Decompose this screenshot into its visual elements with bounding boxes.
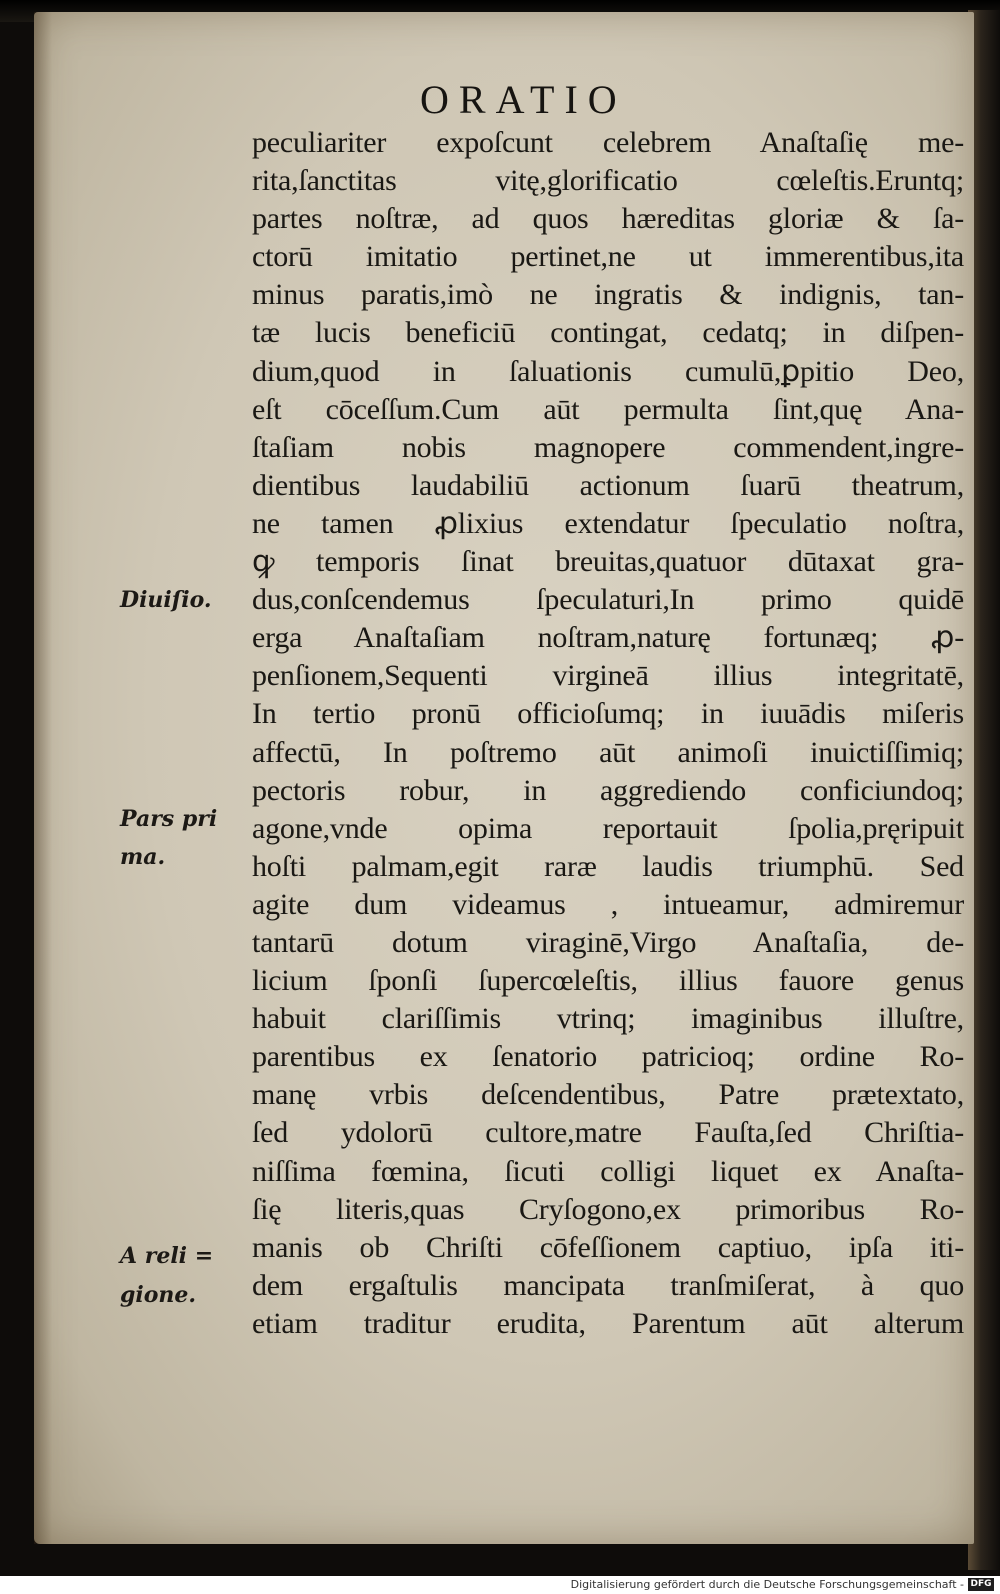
text-line: ctorū imitatio pertinet,ne ut immerentibus,ita [252,240,964,274]
text-line: In tertio pronū officioſumq; in iuuādis miſeris [252,697,964,731]
marginal-note-a-religione-cont: gione. [120,1282,197,1308]
text-line: manis ob Chriſti cōfeſſionem captiuo, ipſa iti- [252,1230,964,1264]
marginal-note-a-religione: A reli = [120,1243,214,1269]
text-line: licium ſponſi ſupercœleſtis, illius fauore genus [252,964,964,998]
digitization-footer [0,1576,1000,1594]
text-line: tæ lucis beneficiū contingat, cedatq; in diſpen- [252,316,964,350]
marginal-note-pars-prima: Pars pri [120,806,218,832]
text-line: tantarū dotum viraginē,Virgo Anaſtaſia, de- [252,925,964,959]
dfg-logo: DFG [968,1578,994,1591]
text-line: habuit clariſſimis vtrinq; imaginibus illuſtre, [252,1002,964,1036]
text-line: eſt cōceſſum.Cum aūt permulta ſint,quę Ana- [252,392,964,426]
text-line: dium,quod in ſaluationis cumulū,ꝑpitio Deo, [252,354,964,388]
text-line: dus,conſcendemus ſpeculaturi,In primo quidē [252,583,964,617]
text-line: peculiariter expoſcunt celebrem Anaſtaſię me- [252,126,964,159]
text-line: agone,vnde opima reportauit ſpolia,pręripuit [252,811,964,845]
footer-credit: Digitalisierung gefördert durch die Deutsche Forschungsgemeinschaft - [570,1578,964,1591]
text-line: etiam traditur erudita, Parentum aūt alterum [252,1306,964,1340]
text-line: ꝙ temporis ſinat breuitas,quatuor dūtaxat gra- [252,545,964,579]
marginal-note-divisio: Diuiſio. [120,587,212,613]
text-line: ne tamen ꝓlixius extendatur ſpeculatio noſtra, [252,506,964,540]
text-line: erga Anaſtaſiam noſtram,naturę fortunæq; ꝓ- [252,621,964,655]
running-head: ORATIO [420,77,627,122]
text-line: niſſima fœmina, ſicuti colligi liquet ex Anaſta- [252,1154,964,1188]
body-text [252,124,964,1343]
text-line: affectū, In poſtremo aūt animoſi inuictiſſimiq; [252,735,964,769]
text-line: ſtaſiam nobis magnopere commendent,ingre- [252,430,964,464]
text-line: parentibus ex ſenatorio patricioq; ordine Ro- [252,1040,964,1074]
text-line: rita,ſanctitas vitę,glorificatio cœleſtis.Eruntq; [252,164,964,198]
text-line: ſię literis,quas Cryſogono,ex primoribus Ro- [252,1192,964,1226]
text-line: agite dum videamus , intueamur, admiremur [252,887,964,921]
text-line: pectoris robur, in aggrediendo conficiundoq; [252,773,964,807]
text-line: minus paratis,imò ne ingratis & indignis, tan- [252,278,964,312]
text-line: dem ergaſtulis mancipata tranſmiſerat, à quo [252,1268,964,1302]
text-line: ſed ydolorū cultore,matre Fauſta,ſed Chriſtia- [252,1116,964,1150]
text-line: dientibus laudabiliū actionum ſuarū theatrum, [252,468,964,502]
text-line: manę vrbis deſcendentibus, Patre prætextato, [252,1078,964,1112]
text-line: penſionem,Sequenti virgineā illius integritatē, [252,659,964,693]
marginal-note-pars-prima-cont: ma. [120,844,166,870]
text-line: hoſti palmam,egit raræ laudis triumphū. Sed [252,849,964,883]
text-line: partes noſtræ, ad quos hæreditas gloriæ & ſa- [252,202,964,236]
